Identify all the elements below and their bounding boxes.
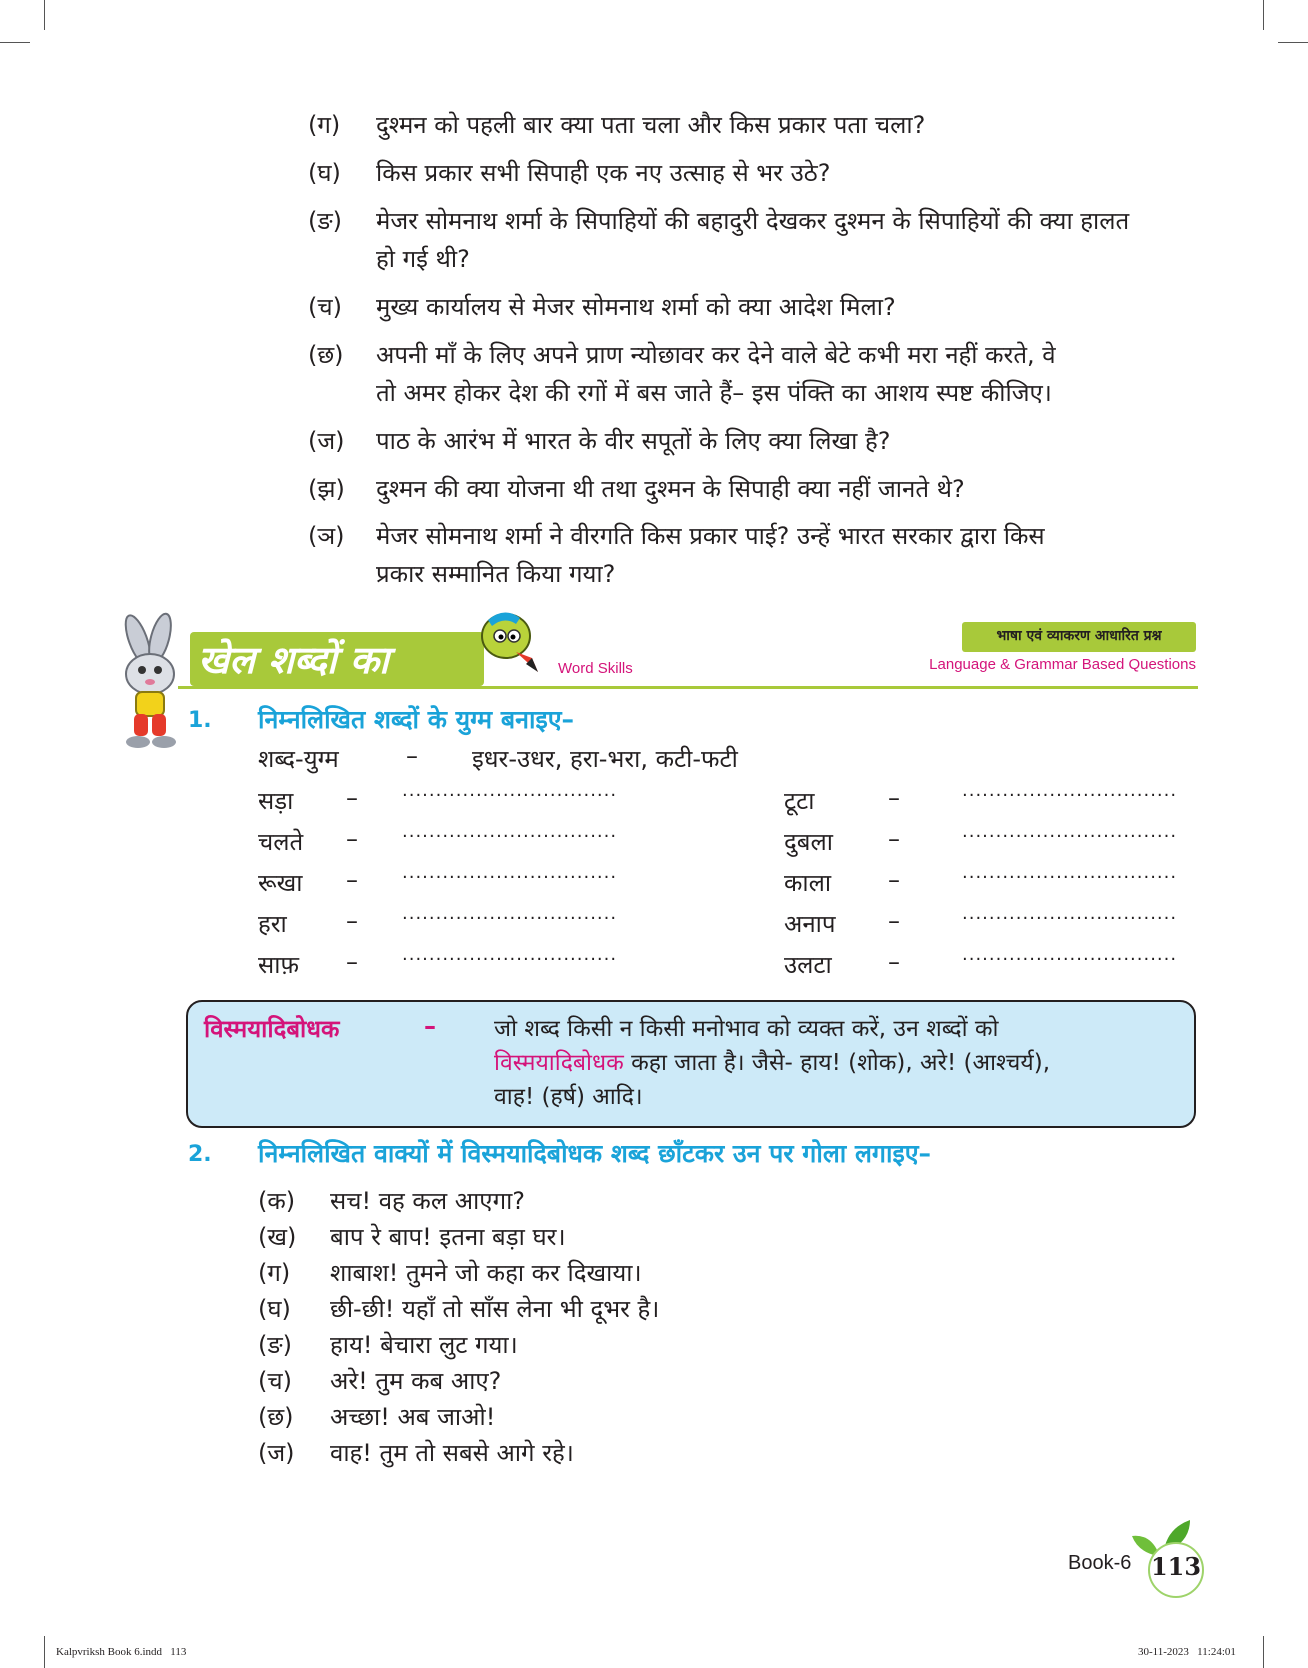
question-label: (छ) <box>308 341 344 369</box>
definition-line-3: वाह! (हर्ष) आदि। <box>494 1084 643 1110</box>
crop-mark <box>1263 1636 1264 1668</box>
item-label: (ग) <box>258 1259 291 1287</box>
answer-blank[interactable]: ................................ <box>962 903 1178 924</box>
question-text: किस प्रकार सभी सिपाही एक नए उत्साह से भर उठे? <box>376 159 831 187</box>
dash: – <box>888 784 900 812</box>
banner-subtitle: Word Skills <box>558 660 633 677</box>
answer-blank[interactable]: ................................ <box>402 944 618 965</box>
banner-title: खेल शब्दों का <box>198 638 389 682</box>
slug-right: 30-11-2023 11:24:01 <box>1138 1646 1236 1658</box>
item-label: (च) <box>258 1367 292 1395</box>
question-label: (ग) <box>308 111 341 139</box>
definition-line-1: जो शब्द किसी न किसी मनोभाव को व्यक्त करें, उन शब्दों को <box>494 1016 999 1042</box>
item-text: अच्छा! अब जाओ! <box>330 1403 496 1431</box>
item-text: छी-छी! यहाँ तो साँस लेना भी दूभर है। <box>330 1295 660 1323</box>
list-item <box>258 1328 518 1361</box>
answer-blank[interactable]: ................................ <box>402 862 618 883</box>
question-text: अपनी माँ के लिए अपने प्राण न्योछावर कर देने वाले बेटे कभी मरा नहीं करते, वे <box>376 341 1056 369</box>
definition-box <box>186 1000 1196 1128</box>
exercise-number: 2. <box>188 1142 212 1167</box>
word-left: साफ़ <box>258 951 299 979</box>
item-text: शाबाश! तुमने जो कहा कर दिखाया। <box>330 1259 642 1287</box>
dash: – <box>888 825 900 853</box>
crop-mark <box>44 1636 45 1668</box>
answer-blank[interactable]: ................................ <box>962 862 1178 883</box>
question-text: पाठ के आरंभ में भारत के वीर सपूतों के लिए क्या लिखा है? <box>376 427 891 455</box>
word-left: सड़ा <box>258 787 294 815</box>
question-label: (ङ) <box>308 207 343 235</box>
definition-highlight: विस्मयादिबोधक <box>494 1050 624 1076</box>
dash: – <box>346 825 358 853</box>
crop-mark <box>44 0 45 30</box>
dash: – <box>346 866 358 894</box>
question-text: दुश्मन की क्या योजना थी तथा दुश्मन के सिपाही क्या नहीं जानते थे? <box>376 475 965 503</box>
example-dash: – <box>406 742 418 770</box>
item-label: (ख) <box>258 1223 297 1251</box>
list-item <box>258 1220 566 1253</box>
crop-mark <box>1278 42 1308 43</box>
word-left: चलते <box>258 828 304 856</box>
word-right: अनाप <box>784 910 836 938</box>
answer-blank[interactable]: ................................ <box>402 903 618 924</box>
answer-blank[interactable]: ................................ <box>962 780 1178 801</box>
question-text: मेजर सोमनाथ शर्मा ने वीरगति किस प्रकार पाई? उन्हें भारत सरकार द्वारा किस <box>376 522 1045 550</box>
item-text: हाय! बेचारा लुट गया। <box>330 1331 518 1359</box>
list-item <box>258 1364 501 1397</box>
definition-line-2 <box>494 1046 1164 1080</box>
word-left: हरा <box>258 910 287 938</box>
dash: – <box>888 948 900 976</box>
dash: – <box>346 907 358 935</box>
word-right: टूटा <box>784 787 815 815</box>
example-value: इधर-उधर, हरा-भरा, कटी-फटी <box>472 745 738 773</box>
dash: – <box>888 866 900 894</box>
tag-english: Language & Grammar Based Questions <box>929 656 1196 673</box>
question-text: हो गई थी? <box>376 245 470 273</box>
question-label: (घ) <box>308 159 341 187</box>
item-label: (ज) <box>258 1439 295 1467</box>
example-label: शब्द-युग्म <box>258 745 339 773</box>
definition-term: विस्मयादिबोधक <box>204 1015 340 1043</box>
word-right: दुबला <box>784 828 833 856</box>
answer-blank[interactable]: ................................ <box>962 821 1178 842</box>
exercise-title: निम्नलिखित वाक्यों में विस्मयादिबोधक शब्द छाँटकर उन पर गोला लगाइए– <box>258 1139 932 1168</box>
item-text: सच! वह कल आएगा? <box>330 1187 526 1215</box>
word-left: रूखा <box>258 869 303 897</box>
question-text: मेजर सोमनाथ शर्मा के सिपाहियों की बहादुरी देखकर दुश्मन के सिपाहियों की क्या हालत <box>376 207 1130 235</box>
question-text: मुख्य कार्यालय से मेजर सोमनाथ शर्मा को क्या आदेश मिला? <box>376 293 896 321</box>
answer-blank[interactable]: ................................ <box>402 780 618 801</box>
question-text: प्रकार सम्मानित किया गया? <box>376 560 616 588</box>
list-item <box>258 1292 659 1325</box>
item-label: (ङ) <box>258 1331 293 1359</box>
list-item <box>258 1436 574 1469</box>
item-label: (क) <box>258 1187 296 1215</box>
definition-line-2-rest: कहा जाता है। जैसे- हाय! (शोक), अरे! (आश्चर्य), <box>623 1050 1050 1076</box>
exercise-number: 1. <box>188 708 212 733</box>
dash: – <box>346 784 358 812</box>
tag-hindi: भाषा एवं व्याकरण आधारित प्रश्न <box>996 628 1162 644</box>
question-label: (ञ) <box>308 522 345 550</box>
crop-mark <box>1263 0 1264 30</box>
list-item <box>258 1256 642 1289</box>
list-item <box>258 1400 495 1433</box>
book-label: Book-6 <box>1068 1552 1132 1574</box>
dash: – <box>346 948 358 976</box>
pencil-mascot-icon <box>476 606 546 676</box>
section-rule <box>178 686 1198 689</box>
question-text: तो अमर होकर देश की रगों में बस जाते हैं– इस पंक्ति का आशय स्पष्ट कीजिए। <box>376 379 1052 407</box>
answer-blank[interactable]: ................................ <box>402 821 618 842</box>
definition-dash: – <box>424 1012 436 1040</box>
exercise-title: निम्नलिखित शब्दों के युग्म बनाइए– <box>258 705 575 734</box>
dash: – <box>888 907 900 935</box>
item-text: वाह! तुम तो सबसे आगे रहे। <box>330 1439 574 1467</box>
question-label: (च) <box>308 293 342 321</box>
answer-blank[interactable]: ................................ <box>962 944 1178 965</box>
question-text: दुश्मन को पहली बार क्या पता चला और किस प्रकार पता चला? <box>376 111 926 139</box>
list-item <box>258 1184 525 1217</box>
item-text: बाप रे बाप! इतना बड़ा घर। <box>330 1223 566 1251</box>
slug-left: Kalpvriksh Book 6.indd 113 <box>56 1646 187 1658</box>
item-label: (छ) <box>258 1403 294 1431</box>
rabbit-mascot-icon <box>108 612 198 752</box>
page-number: 113 <box>1150 1552 1202 1581</box>
word-right: उलटा <box>784 951 832 979</box>
crop-mark <box>0 42 30 43</box>
word-right: काला <box>784 869 832 897</box>
item-text: अरे! तुम कब आए? <box>330 1367 502 1395</box>
question-label: (झ) <box>308 475 345 503</box>
item-label: (घ) <box>258 1295 291 1323</box>
question-label: (ज) <box>308 427 345 455</box>
